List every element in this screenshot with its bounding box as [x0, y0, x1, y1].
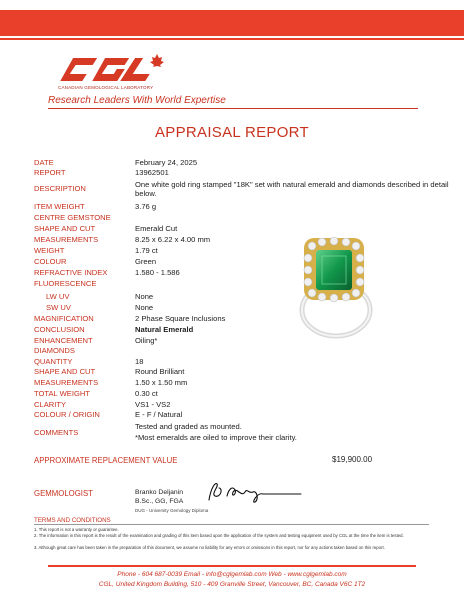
diamond-shape-label: SHAPE AND CUT: [34, 367, 96, 376]
page-title: APPRAISAL REPORT: [154, 124, 310, 141]
centre-colour-label: COLOUR: [34, 257, 67, 266]
item-weight-value: 3.76 g: [135, 202, 157, 211]
description-value: One white gold ring stamped "18K" set with natural emerald and diamonds described in detail below.: [135, 180, 449, 198]
diamond-quantity-label: QUANTITY: [34, 357, 73, 366]
centre-colour-value: Green: [135, 257, 157, 266]
diamond-total-weight-value: 0.30 ct: [135, 389, 158, 398]
sw-uv-label: SW UV: [46, 303, 71, 312]
magnification-value: 2 Phase Square Inclusions: [135, 314, 226, 323]
date-label: DATE: [34, 158, 54, 167]
terms-title: TERMS AND CONDITIONS: [34, 517, 111, 524]
centre-shape-label: SHAPE AND CUT: [34, 224, 96, 233]
diamond-measurements-value: 1.50 x 1.50 mm: [135, 378, 188, 387]
sw-uv-value: None: [135, 303, 154, 312]
gemmologist-credentials: B.Sc., GG, FGA: [135, 498, 184, 505]
enhancement-label: ENHANCEMENT: [34, 336, 93, 345]
refractive-index-value: 1.580 - 1.586: [135, 268, 180, 277]
tagline: Research Leaders With World Expertise: [48, 95, 226, 106]
term-item: 1. This report is not a warranty or guarantee.: [34, 527, 119, 532]
refractive-index-label: REFRACTIVE INDEX: [34, 268, 108, 277]
date-value: February 24, 2025: [135, 158, 198, 167]
comments-line-1: Tested and graded as mounted.: [135, 422, 242, 431]
gemmologist-signature: [205, 478, 305, 506]
centre-weight-value: 1.79 ct: [135, 246, 158, 255]
footer-address-line: CGL, United Kingdom Building, 510 - 409 Granville Street, Vancouver, BC, Canada V6C 1T2: [98, 581, 366, 588]
footer-rule: [48, 565, 416, 567]
term-item: 2. The information in this report is the result of the examination and grading of this item based upon the application of the system and testing equipment used by CGL at the time the item is tested.: [34, 533, 404, 538]
gemmologist-name: Branko Deljanin: [135, 489, 183, 496]
centre-measurements-label: MEASUREMENTS: [34, 235, 99, 244]
report-value: 13962501: [135, 168, 169, 177]
centre-weight-label: WEIGHT: [34, 246, 65, 255]
gemmologist-label: GEMMOLOGIST: [34, 489, 93, 498]
conclusion-value: Natural Emerald: [135, 325, 194, 334]
magnification-label: MAGNIFICATION: [34, 314, 94, 323]
comments-label: COMMENTS: [34, 428, 79, 437]
description-label: DESCRIPTION: [34, 184, 86, 193]
enhancement-value: Oiling*: [135, 336, 158, 345]
lw-uv-label: LW UV: [46, 292, 70, 301]
diamond-clarity-value: VS1 - VS2: [135, 400, 171, 409]
report-label: REPORT: [34, 168, 66, 177]
replacement-value-amount: $19,900.00: [332, 455, 373, 464]
terms-rule: [34, 524, 429, 525]
replacement-value-label: APPROXIMATE REPLACEMENT VALUE: [34, 456, 178, 465]
fluorescence-label: FLUORESCENCE: [34, 279, 97, 288]
diamonds-heading: DIAMONDS: [34, 346, 75, 355]
term-item: 3. Although great care has been taken in the preparation of this document, we assume no liability for any errors or omissions in this report, nor for any actions taken based on this report.: [34, 545, 385, 550]
comments-line-2: *Most emeralds are oiled to improve their clarity.: [135, 433, 297, 442]
centre-shape-value: Emerald Cut: [135, 224, 178, 233]
ring-photo: [284, 226, 384, 344]
diamond-measurements-label: MEASUREMENTS: [34, 378, 99, 387]
diamond-shape-value: Round Brilliant: [135, 367, 185, 376]
diamond-quantity-value: 18: [135, 357, 144, 366]
lw-uv-value: None: [135, 292, 154, 301]
footer-contact-line: Phone - 604 687-0039 Email - info@cglgemlab.com Web - www.cglgemlab.com: [117, 571, 347, 578]
diamond-total-weight-label: TOTAL WEIGHT: [34, 389, 90, 398]
centre-gemstone-heading: CENTRE GEMSTONE: [34, 213, 111, 222]
diamond-colour-origin-value: E - F / Natural: [135, 410, 183, 419]
conclusion-label: CONCLUSION: [34, 325, 85, 334]
logo-subtitle: CANADIAN GEMOLOGICAL LABORATORY: [58, 85, 154, 90]
top-header-band: [0, 10, 464, 36]
gemmologist-diploma-note: DUG - University Gemology Diploma: [135, 508, 209, 513]
tagline-rule: [48, 108, 418, 109]
item-weight-label: ITEM WEIGHT: [34, 202, 85, 211]
diamond-colour-origin-label: COLOUR / ORIGIN: [34, 410, 100, 419]
diamond-clarity-label: CLARITY: [34, 400, 67, 409]
top-header-rule: [0, 38, 464, 40]
centre-measurements-value: 8.25 x 6.22 x 4.00 mm: [135, 235, 211, 244]
